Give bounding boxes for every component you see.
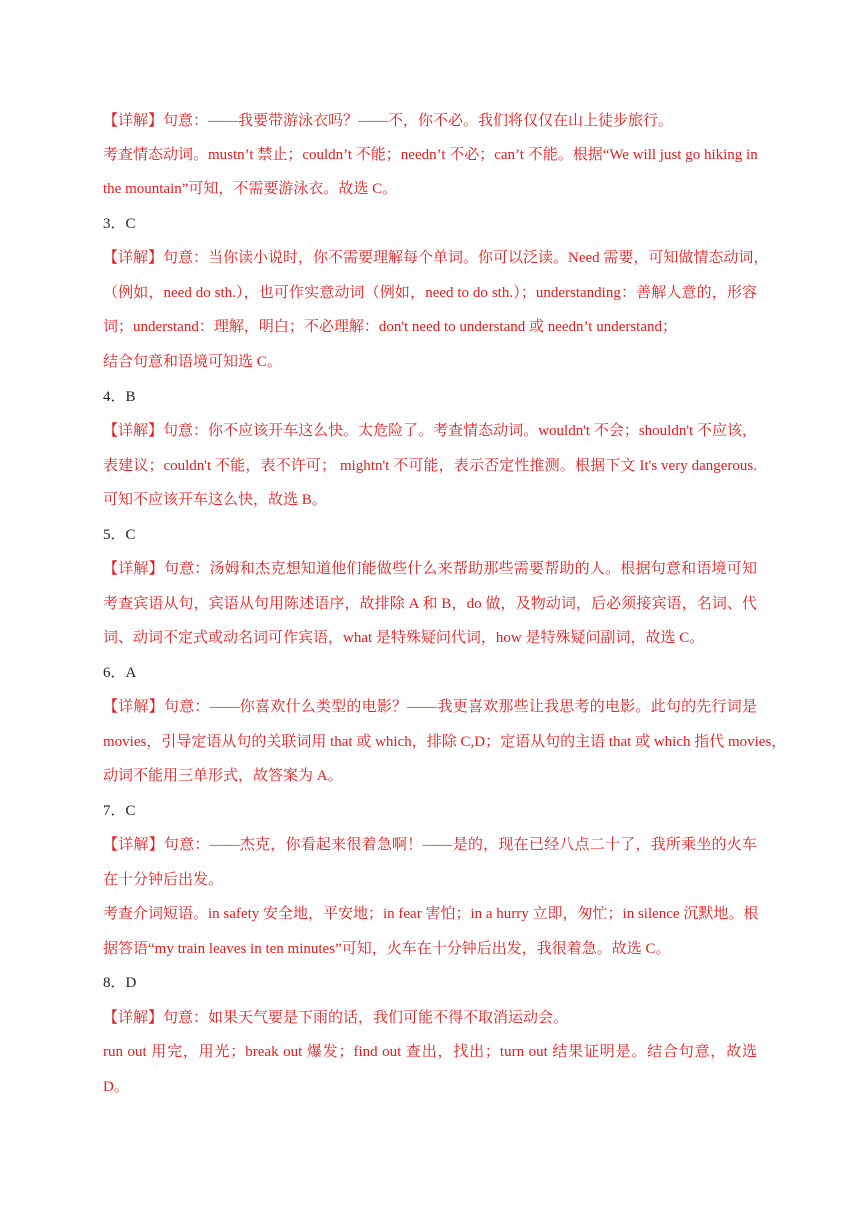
question-number: 6．A (103, 665, 137, 681)
question-number: 8．D (103, 975, 137, 991)
explanation-line: 【详解】句意：当你读小说时，你不需要理解每个单词。你可以泛读。Need 需要，可知做情态动词， (103, 250, 769, 266)
explanation-line: 动词不能用三单形式，故答案为 A。 (103, 768, 343, 784)
question-number: 3．C (103, 216, 136, 232)
explanation-line: 考查情态动词。mustn’t 禁止；couldn’t 不能；needn’t 不必；can’t 不能。根据“We will just go hiking in (103, 147, 758, 163)
explanation-line: the mountain”可知，不需要游泳衣。故选 C。 (103, 181, 398, 197)
explanation-line: 考查宾语从句，宾语从句用陈述语序，故排除 A 和 B，do 做，及物动词，后必须接宾语，名词、代 (103, 596, 757, 612)
explanation-line: run out 用完，用光；break out 爆发；find out 查出，找出；turn out 结果证明是。结合句意，故选 (103, 1044, 757, 1060)
explanation-line: （例如，need do sth.），也可作实意动词（例如，need to do sth.）；understanding：善解人意的，形容 (103, 285, 757, 301)
explanation-line: movies，引导定语从句的关联词用 that 或 which，排除 C,D；定语从句的主语 that 或 which 指代 movies， (103, 734, 787, 750)
explanation-line: 词；understand：理解，明白；不必理解：don't need to understand 或 needn’t understand； (103, 319, 678, 335)
question-number: 5．C (103, 527, 136, 543)
explanation-line: 【详解】句意：你不应该开车这么快。太危险了。考查情态动词。wouldn't 不会；shouldn't 不应该， (103, 423, 757, 439)
explanation-line: 词、动词不定式或动名词可作宾语，what 是特殊疑问代词，how 是特殊疑问副词，故选 C。 (103, 630, 705, 646)
question-number: 7．C (103, 803, 136, 819)
explanation-line: 【详解】句意：汤姆和杰克想知道他们能做些什么来帮助那些需要帮助的人。根据句意和语境可知 (103, 561, 757, 577)
explanation-line: 【详解】句意：如果天气要是下雨的话，我们可能不得不取消运动会。 (103, 1010, 569, 1026)
explanation-line: 【详解】句意：——你喜欢什么类型的电影？——我更喜欢那些让我思考的电影。此句的先行词是 (103, 699, 757, 715)
explanation-line: 表建议；couldn't 不能，表不许可； mightn't 不可能，表示否定性推测。根据下文 It's very dangerous. (103, 458, 757, 474)
explanation-line: 结合句意和语境可知选 C。 (103, 354, 282, 370)
explanation-line: D。 (103, 1079, 129, 1095)
explanation-line: 在十分钟后出发。 (103, 872, 224, 888)
explanation-line: 【详解】句意：——我要带游泳衣吗？——不，你不必。我们将仅仅在山上徒步旅行。 (103, 113, 674, 129)
question-number: 4．B (103, 389, 136, 405)
explanation-line: 【详解】句意：——杰克，你看起来很着急啊！——是的，现在已经八点二十了，我所乘坐的火车 (103, 837, 757, 853)
explanation-line: 据答语“my train leaves in ten minutes”可知，火车在十分钟后出发，我很着急。故选 C。 (103, 941, 671, 957)
explanation-line: 可知不应该开车这么快，故选 B。 (103, 492, 327, 508)
explanation-line: 考查介词短语。in safety 安全地，平安地；in fear 害怕；in a hurry 立即，匆忙；in silence 沉默地。根 (103, 906, 759, 922)
